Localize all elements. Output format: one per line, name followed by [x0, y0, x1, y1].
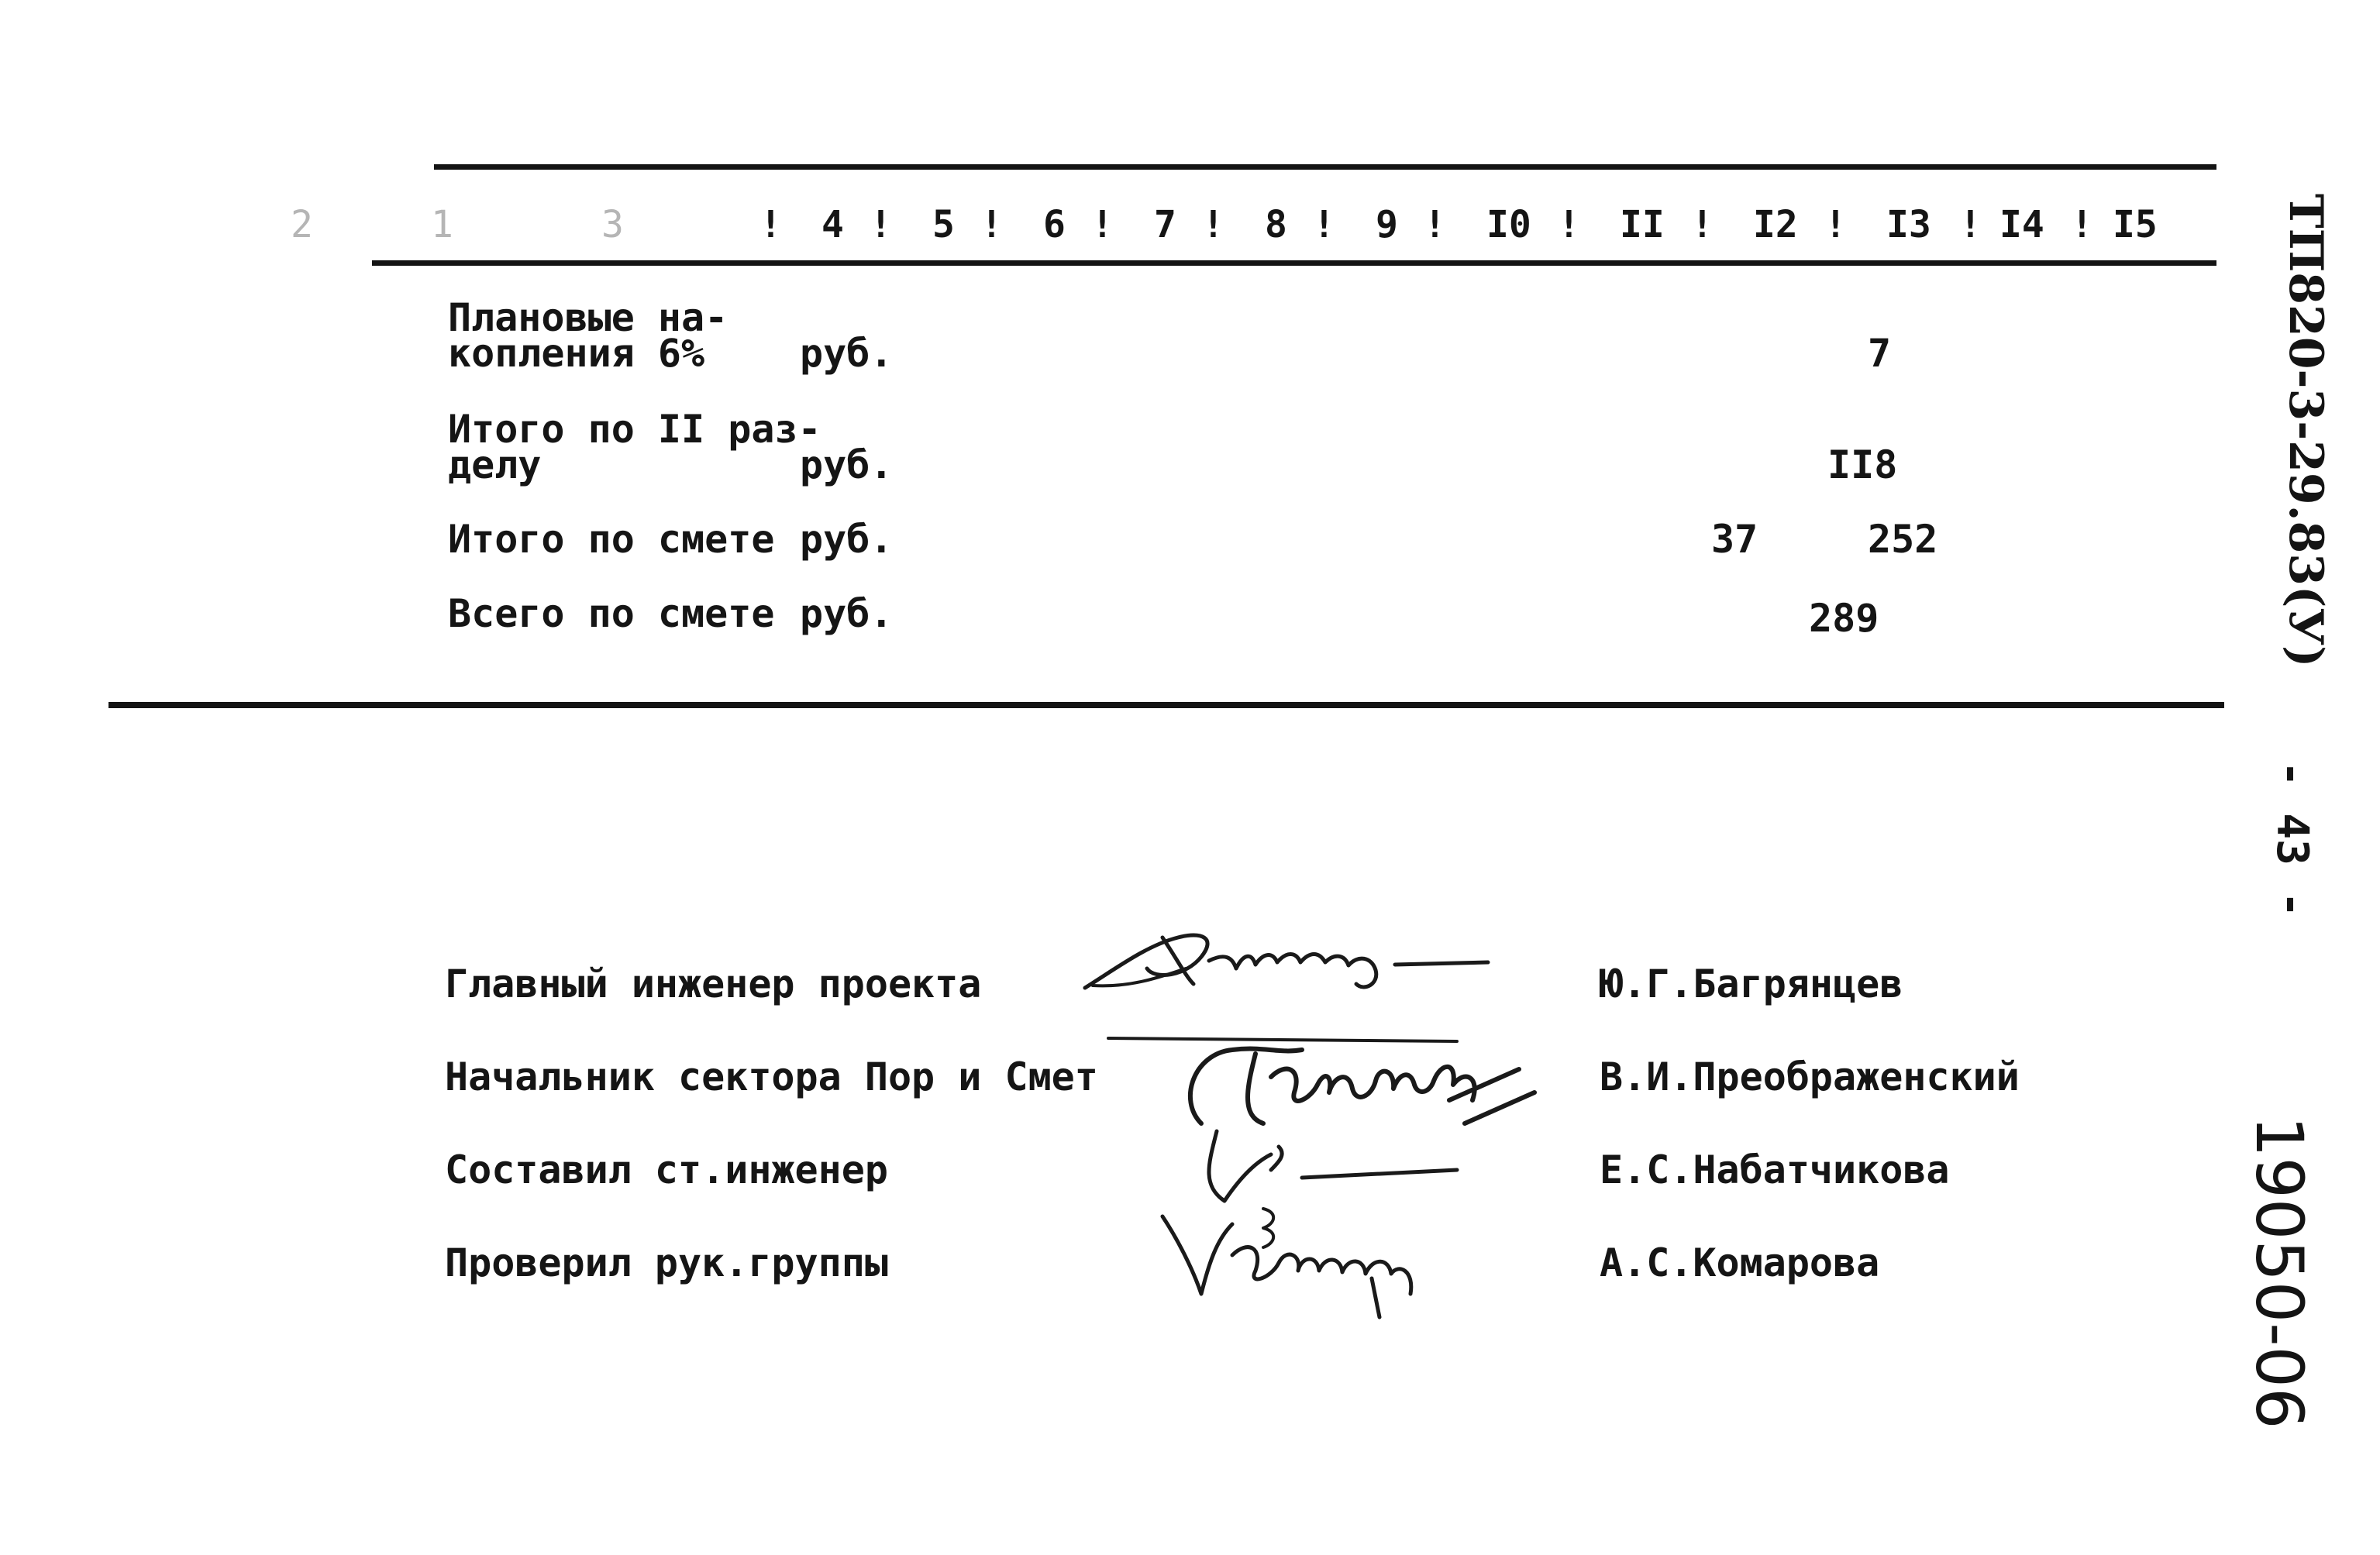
column-header: 5: [932, 203, 955, 246]
signatory-name: В.И.Преображенский: [1600, 1054, 2020, 1099]
column-header: I4: [1999, 203, 2044, 246]
column-header: 3: [601, 203, 624, 246]
signatory-name: Ю.Г.Багрянцев: [1600, 962, 1903, 1006]
row-unit: руб.: [800, 331, 894, 376]
column-separator: !: [870, 203, 892, 246]
row-unit: руб.: [800, 517, 894, 562]
row-label: Итого по смете: [448, 517, 775, 562]
column-header: II: [1620, 203, 1665, 246]
signature-group-head: [1147, 1193, 1441, 1325]
signatory-name: А.С.Комарова: [1600, 1240, 1880, 1285]
column-header: 2: [291, 203, 313, 246]
table-top-rule: [434, 164, 2216, 170]
row-label: делу: [448, 442, 542, 487]
row-unit: руб.: [800, 591, 894, 636]
column-separator: !: [1202, 203, 1224, 246]
row-value: 289: [1809, 596, 1879, 641]
column-header: 4: [821, 203, 844, 246]
column-separator: !: [980, 203, 1003, 246]
column-separator: !: [1091, 203, 1114, 246]
signatory-role: Составил ст.инженер: [445, 1147, 888, 1192]
column-separator: !: [759, 203, 782, 246]
document-code: [2278, 194, 2333, 667]
row-label: Плановые на-: [448, 295, 728, 340]
row-value: II8: [1827, 442, 1898, 487]
column-header: 8: [1265, 203, 1287, 246]
column-header: I0: [1486, 203, 1531, 246]
column-header: 1: [431, 203, 453, 246]
page-number: [2267, 761, 2317, 917]
column-header: I5: [2113, 203, 2158, 246]
signatory-role: Начальник сектора Пор и Смет: [445, 1054, 1098, 1099]
row-value-col13: 252: [1868, 517, 1938, 562]
column-header: I3: [1886, 203, 1931, 246]
archive-number-text: 19050-06: [2241, 1116, 2317, 1429]
column-separator: !: [2071, 203, 2093, 246]
column-separator: !: [1558, 203, 1580, 246]
signatory-role: Проверил рук.группы: [445, 1240, 888, 1285]
row-value-col11: 37: [1711, 517, 1758, 562]
row-label: Итого по II раз-: [448, 407, 821, 452]
row-unit: руб.: [800, 442, 894, 487]
table-header-rule: [372, 260, 2216, 266]
column-separator: !: [1313, 203, 1335, 246]
document-code-text: ТП820-3-29.83(У): [2278, 194, 2333, 668]
column-header: I2: [1753, 203, 1798, 246]
row-label: копления 6%: [448, 331, 705, 376]
column-separator: !: [1691, 203, 1714, 246]
signatory-role: Главный инженер проекта: [445, 962, 982, 1006]
archive-number: [2241, 1116, 2317, 1429]
column-separator: !: [1824, 203, 1847, 246]
column-header: 6: [1043, 203, 1066, 246]
signature-chief-engineer: [1069, 914, 1503, 1007]
signatory-name: Е.С.Набатчикова: [1600, 1147, 1950, 1192]
column-separator: !: [1424, 203, 1446, 246]
page-number-text: - 43 -: [2267, 761, 2317, 918]
column-header: 9: [1376, 203, 1398, 246]
row-value: 7: [1868, 331, 1892, 376]
row-label: Всего по смете: [448, 591, 775, 636]
column-header: 7: [1154, 203, 1176, 246]
table-bottom-rule: [108, 702, 2224, 708]
column-separator: !: [1959, 203, 1982, 246]
